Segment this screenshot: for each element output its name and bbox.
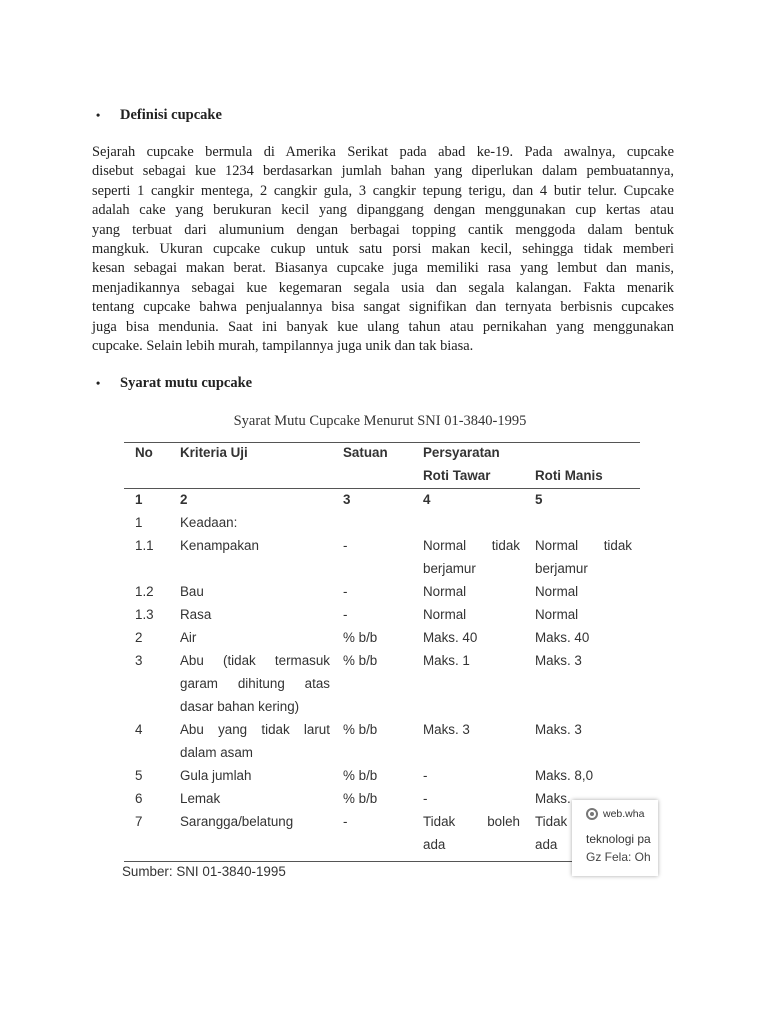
row-manis: Normal bbox=[535, 607, 579, 622]
row-no: 1.1 bbox=[135, 538, 154, 553]
paragraph-line: kesan sebagai makan berat. Biasanya cupcake juga memiliki rasa yang lembut dan manis, bbox=[92, 260, 674, 277]
row-tawar: - bbox=[423, 768, 428, 783]
section-heading-syarat bbox=[96, 375, 252, 392]
row-manis: Maks. 8,0 bbox=[535, 768, 594, 783]
row-tawar: Tidak boleh bbox=[423, 814, 520, 829]
row-manis: Tidak bbox=[535, 814, 568, 829]
table-title: Syarat Mutu Cupcake Menurut SNI 01-3840-1995 bbox=[233, 413, 527, 429]
paragraph-line: adalah cake yang berukuran kecil yang dipanggang dengan menggunakan cup kertas atau bbox=[92, 202, 674, 219]
row-manis: Maks. bbox=[535, 791, 571, 806]
paragraph-definisi bbox=[92, 143, 674, 356]
row-kriteria: dasar bahan kering) bbox=[180, 699, 300, 714]
popup-site: web.wha bbox=[603, 808, 645, 820]
row-tawar: Normal bbox=[423, 584, 467, 599]
row-tawar: Maks. 40 bbox=[423, 630, 478, 645]
table-source: Sumber: SNI 01-3840-1995 bbox=[122, 864, 286, 879]
row-kriteria: Sarangga/belatung bbox=[180, 814, 294, 829]
column-number: 1 bbox=[135, 492, 143, 507]
row-tawar: Normal bbox=[423, 607, 467, 622]
table-rule bbox=[124, 442, 640, 443]
row-kriteria: dalam asam bbox=[180, 745, 253, 760]
row-kriteria: garam dihitung atas bbox=[180, 676, 330, 691]
paragraph-line: tentang cupcake bahwa penjualannya bisa sangat signifikan dan ternyata berbisnis cupcakes bbox=[92, 299, 674, 316]
header-no: No bbox=[135, 445, 153, 460]
paragraph-line: disebut sebagai kue 1234 berdasarkan jumlah bahan yang diperlukan dalam pembuatannya, bbox=[92, 163, 674, 180]
paragraph-line: mangkuk. Ukuran cupcake cukup untuk satu porsi makan kecil, sehingga tidak memberi bbox=[92, 241, 674, 258]
chrome-icon bbox=[586, 808, 598, 820]
header-satuan: Satuan bbox=[343, 445, 388, 460]
row-no: 5 bbox=[135, 768, 143, 783]
row-no: 6 bbox=[135, 791, 143, 806]
row-tawar: - bbox=[423, 791, 428, 806]
popup-line-1: teknologi pa bbox=[586, 832, 651, 846]
paragraph-line: menjadikannya sebagai kue kegemaran segala usia dan segala kalangan. Fakta menarik bbox=[92, 279, 674, 296]
header-roti-manis: Roti Manis bbox=[535, 468, 603, 483]
header-roti-tawar: Roti Tawar bbox=[423, 468, 491, 483]
row-satuan: % b/b bbox=[343, 722, 378, 737]
row-manis: Maks. 3 bbox=[535, 653, 582, 668]
row-satuan: - bbox=[343, 607, 348, 622]
row-satuan: % b/b bbox=[343, 768, 378, 783]
row-satuan: - bbox=[343, 584, 348, 599]
paragraph-line: cupcake. Selain lebih murah, tampilannya juga unik dan tak biasa. bbox=[92, 338, 474, 355]
row-no: 1.3 bbox=[135, 607, 154, 622]
row-satuan: - bbox=[343, 538, 348, 553]
row-no: 7 bbox=[135, 814, 143, 829]
popup-header bbox=[586, 808, 644, 820]
paragraph-line: seperti 1 cangkir mentega, 2 cangkir gula, 3 cangkir tepung terigu, dan 4 butir telur. Cupcake bbox=[92, 182, 674, 199]
popup-line-2: Gz Fela: Oh bbox=[586, 850, 651, 864]
column-number: 3 bbox=[343, 492, 351, 507]
row-kriteria: Air bbox=[180, 630, 197, 645]
header-persyaratan: Persyaratan bbox=[423, 445, 500, 460]
paragraph-line: juga bisa mendunia. Saat ini banyak kue ulang tahun atau pernikahan yang menggunakan bbox=[92, 318, 674, 335]
row-kriteria: Gula jumlah bbox=[180, 768, 252, 783]
paragraph-line: Sejarah cupcake bermula di Amerika Serikat pada abad ke-19. Pada awalnya, cupcake bbox=[92, 144, 674, 160]
heading-text: Syarat mutu cupcake bbox=[120, 375, 253, 391]
column-number: 5 bbox=[535, 492, 543, 507]
section-heading-definisi bbox=[96, 107, 222, 124]
row-kriteria: Lemak bbox=[180, 791, 221, 806]
row-kriteria: Abu (tidak termasuk bbox=[180, 653, 330, 668]
row-satuan: % b/b bbox=[343, 791, 378, 806]
row-manis: Normal bbox=[535, 584, 579, 599]
column-number: 2 bbox=[180, 492, 188, 507]
row-manis: Maks. 40 bbox=[535, 630, 590, 645]
table-rule bbox=[124, 488, 640, 489]
row-kriteria: Keadaan: bbox=[180, 515, 238, 530]
row-no: 4 bbox=[135, 722, 143, 737]
paragraph-line: yang terbuat dari alumunium dengan berbagai topping cantik menggoda dalam bentuk bbox=[92, 221, 674, 238]
heading-text: Definisi cupcake bbox=[120, 107, 222, 123]
column-number: 4 bbox=[423, 492, 431, 507]
row-no: 2 bbox=[135, 630, 143, 645]
row-manis: Normal tidak bbox=[535, 538, 632, 553]
row-manis: Maks. 3 bbox=[535, 722, 582, 737]
row-no: 1.2 bbox=[135, 584, 154, 599]
bullet: • bbox=[96, 108, 101, 122]
row-kriteria: Bau bbox=[180, 584, 204, 599]
row-no: 1 bbox=[135, 515, 143, 530]
row-tawar: Maks. 3 bbox=[423, 722, 470, 737]
table-rule bbox=[124, 861, 640, 862]
row-satuan: % b/b bbox=[343, 653, 378, 668]
row-no: 3 bbox=[135, 653, 143, 668]
row-manis: ada bbox=[535, 837, 558, 852]
row-kriteria: Kenampakan bbox=[180, 538, 259, 553]
row-tawar: Normal tidak bbox=[423, 538, 520, 553]
header-kriteria: Kriteria Uji bbox=[180, 445, 248, 460]
row-manis: berjamur bbox=[535, 561, 588, 576]
row-tawar: Maks. 1 bbox=[423, 653, 470, 668]
row-kriteria: Abu yang tidak larut bbox=[180, 722, 330, 737]
notification-popup[interactable] bbox=[572, 800, 658, 876]
row-satuan: % b/b bbox=[343, 630, 378, 645]
row-kriteria: Rasa bbox=[180, 607, 212, 622]
row-tawar: berjamur bbox=[423, 561, 476, 576]
row-tawar: ada bbox=[423, 837, 446, 852]
row-satuan: - bbox=[343, 814, 348, 829]
bullet: • bbox=[96, 376, 101, 390]
